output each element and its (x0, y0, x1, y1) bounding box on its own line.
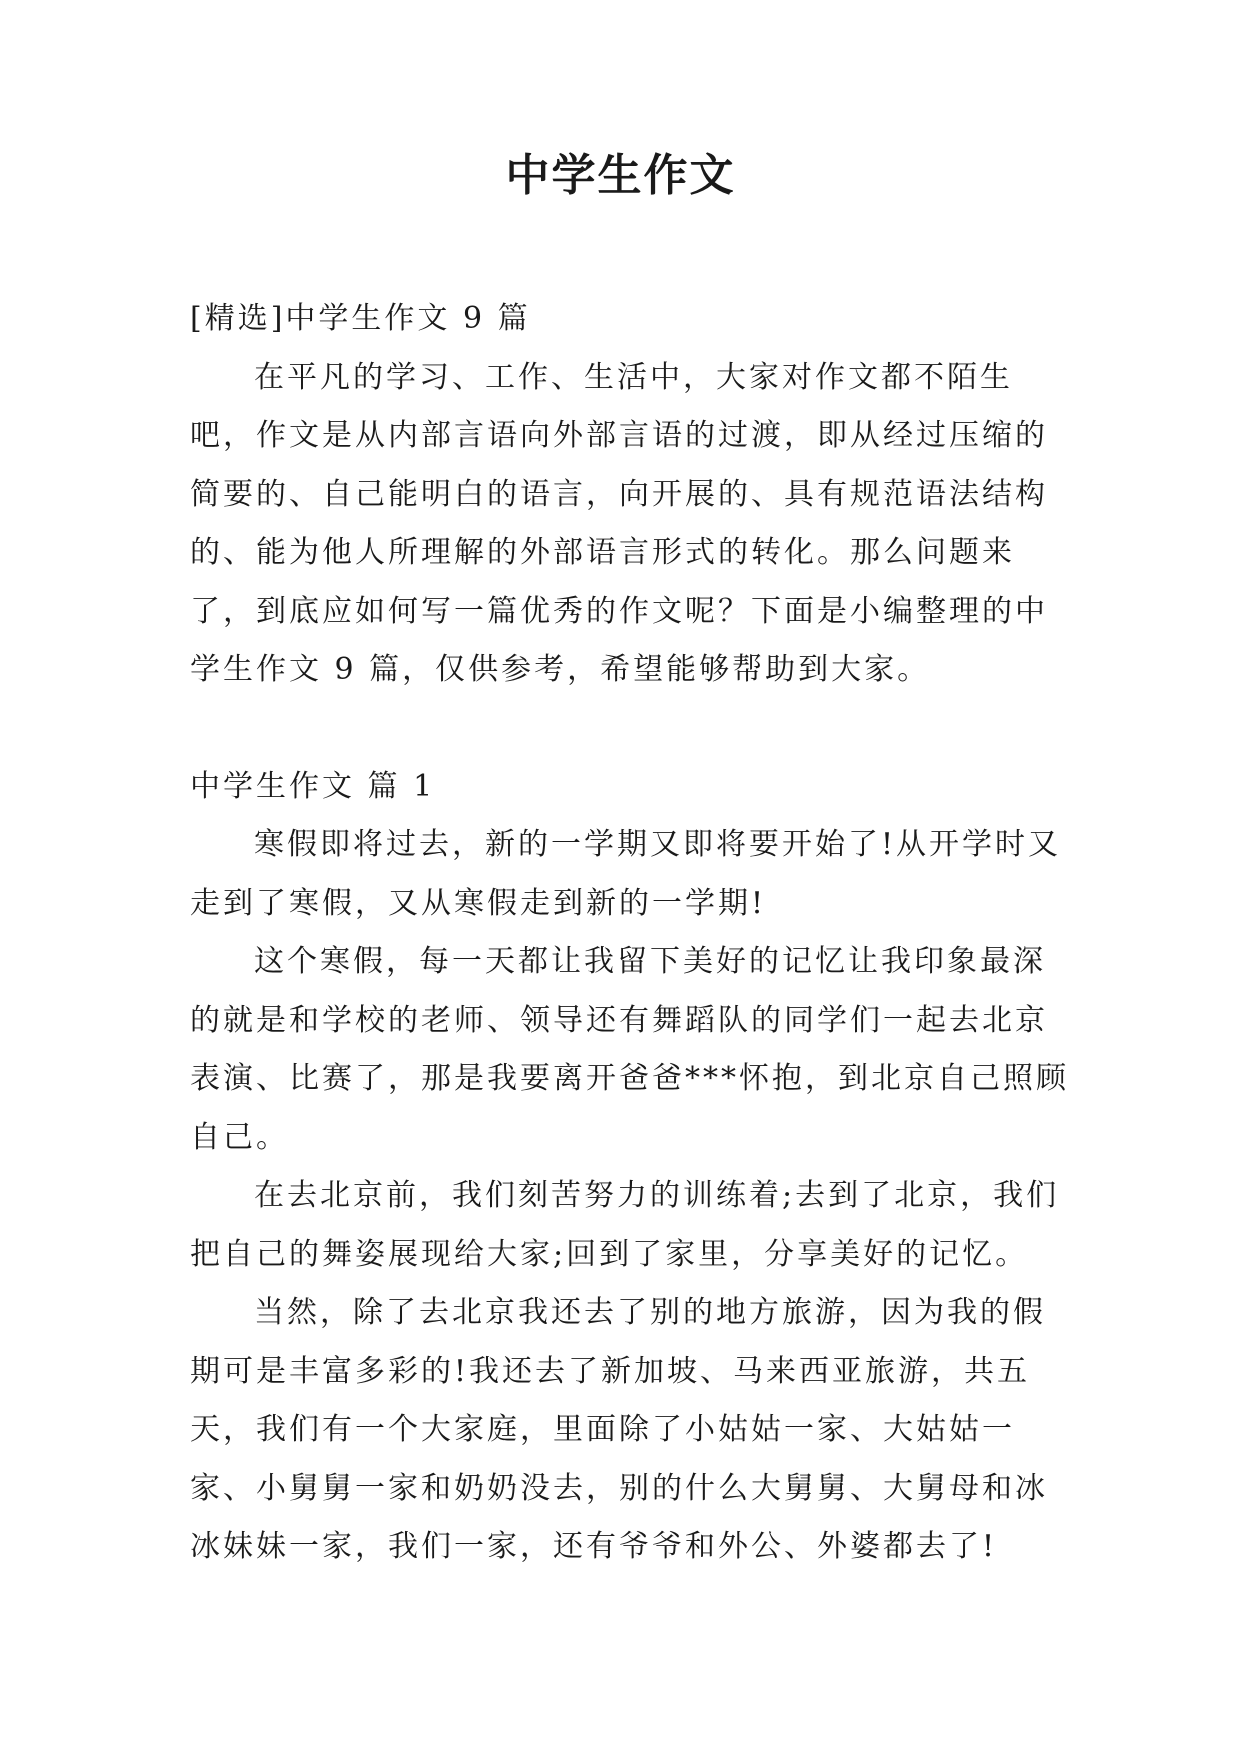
document-subtitle: [精选]中学生作文 9 篇 (190, 301, 531, 336)
body-paragraph: 寒假即将过去，新的一学期又即将要开始了!从开学时又走到了寒假，又从寒假走到新的一学期! (190, 827, 1062, 921)
body-paragraph: 在去北京前，我们刻苦努力的训练着;去到了北京，我们把自己的舞姿展现给大家;回到了家里，分享美好的记忆。 (190, 1178, 1060, 1272)
section-heading: 中学生作文 篇 1 (190, 768, 436, 804)
document-title: 中学生作文 (505, 150, 736, 201)
body-paragraph: 这个寒假，每一天都让我留下美好的记忆让我印象最深的就是和学校的老师、领导还有舞蹈队的同学们一起去北京表演、比赛了，那是我要离开爸爸***怀抱，到北京自己照顾自己。 (190, 944, 1069, 1155)
intro-paragraph: 在平凡的学习、工作、生活中，大家对作文都不陌生吧，作文是从内部言语向外部言语的过渡，即从经过压缩的简要的、自己能明白的语言，向开展的、具有规范语法结构的、能为他人所理解的外部语言形式的转化。那么问题来了，到底应如何写一篇优秀的作文呢？下面是小编整理的中学生作文 9 篇，仅供参考，希望能够帮助到大家。 (190, 359, 1048, 687)
section-spacer (190, 700, 1070, 758)
document-body (190, 290, 1070, 1577)
body-paragraph: 当然，除了去北京我还去了别的地方旅游，因为我的假期可是丰富多彩的!我还去了新加坡、马来西亚旅游，共五天，我们有一个大家庭，里面除了小姑姑一家、大姑姑一家、小舅舅一家和奶奶没去，别的什么大舅舅、大舅母和冰冰妹妹一家，我们一家，还有爷爷和外公、外婆都去了! (190, 1295, 1048, 1564)
